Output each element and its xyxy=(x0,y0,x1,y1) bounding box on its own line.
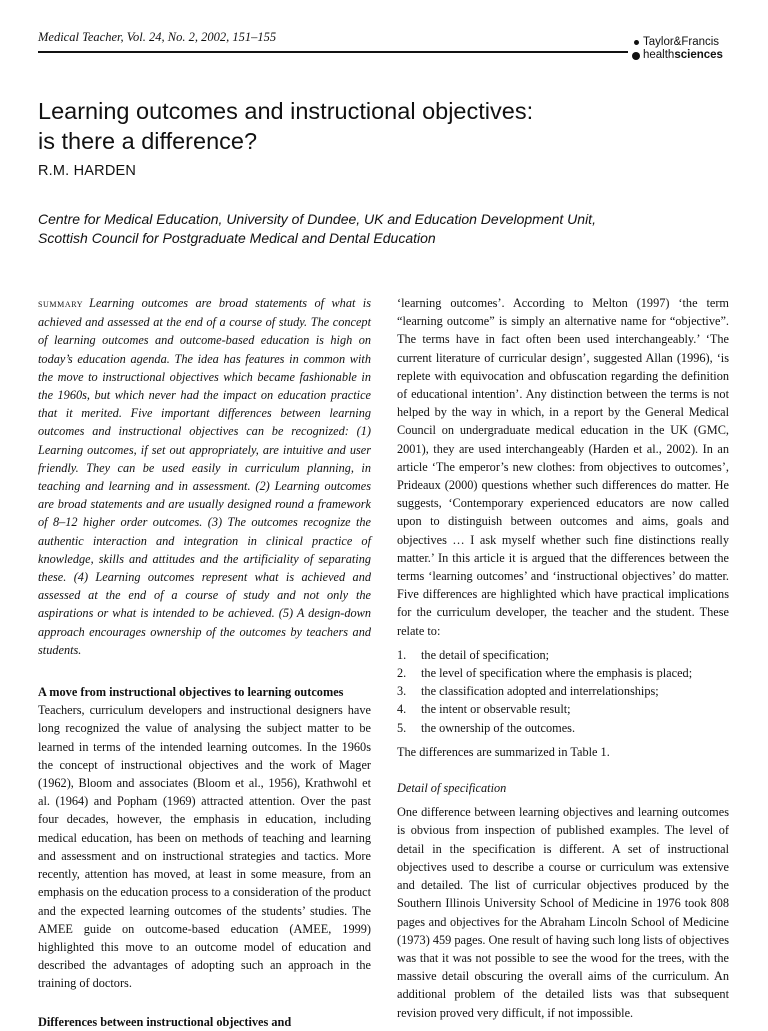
summary-label: summary xyxy=(38,298,84,310)
list-item-text: the intent or observable result; xyxy=(421,702,571,717)
summary-abstract xyxy=(38,294,371,659)
title-line-2: is there a difference? xyxy=(38,128,258,154)
publisher-division-a: health xyxy=(643,49,675,61)
list-item-text: the detail of specification; xyxy=(421,647,550,662)
journal-citation: Medical Teacher, Vol. 24, No. 2, 2002, 151–155 xyxy=(38,30,277,44)
author-name: R.M. HARDEN xyxy=(38,163,137,179)
list-item-number: 3. xyxy=(397,684,407,699)
differences-list xyxy=(397,646,729,737)
summary-text: Learning outcomes are broad statements of what is achieved and assessed at the end of a course of study. The concept of learning outcomes and outcome-based education is high on today’s education agenda. The idea has features in common with the move to instructional objectives which became fashionable in the 1960s, but which never had the impact on education practice that it merited. Five important differences between learning outcomes and instructional objectives can be recognized: (1) Learning outcomes, if set out appropriately, are intuitive and user friendly. They can be used easily in curriculum planning, in teaching and learning and in assessment. (2) Learning outcomes are broad statements and are usually designed round a framework of 8–12 higher order outcomes. (3) The outcomes recognize the authentic interaction and integration in clinical practice of knowledge, skills and attitudes and the artificiality of separating these. (4) Learning outcomes represent what is achieved and assessed at the end of a course of study and not only the aspirations or what is intended to be achieved. (5) A design-down approach encourages ownership of the outcomes by teachers and students. xyxy=(38,296,371,657)
list-item-text: the level of specification where the emphasis is placed; xyxy=(421,666,693,681)
author-affiliation xyxy=(38,210,738,248)
left-column xyxy=(38,294,371,1031)
list-item-number: 4. xyxy=(397,702,407,717)
list-item xyxy=(397,646,729,664)
paragraph-detail: One difference between learning objectives and learning outcomes is obvious from inspection of published examples. The level of detail in the specification is different. A set of instructional objectives used to describe a course or curriculum was extensive and detailed. The list of curricular objectives produced by the Southern Illinois University School of Medicine in 1976 took 808 pages and objectives for the Abraham Lincoln School of Medicine (1973) 459 pages. One result of having such long lists of objectives was that it was not possible to see the wood for the trees, with the massive detail obscuring the overall aims of the curriculum. An additional problem of the detailed lists was that subsequent revision proved very difficult, if not impossible. xyxy=(397,805,729,1020)
list-item xyxy=(397,664,729,682)
article-title xyxy=(38,96,728,156)
section-heading-differences: Differences between instructional objectives and xyxy=(38,1014,292,1029)
list-item-number: 5. xyxy=(397,720,407,735)
publisher-division-b: sciences xyxy=(674,49,723,61)
list-item xyxy=(397,700,729,718)
list-item xyxy=(397,682,729,700)
publisher-logo xyxy=(632,36,752,62)
paragraph-move: Teachers, curriculum developers and instructional designers have long recognized the value of analysing the subject matter to be learned in terms of the intended learning outcomes. In the 1960s the concept of instructional objectives and the work of Mager (1962), Bloom and associates (Bloom et al., 1956), Krathwohl et al. (1964) and Popham (1969) attracted attention. Over the past four decades, however, the emphasis in education, including medical education, has been on methods of teaching and learning and assessment and on instructional strategies and tactics. More recently, attention has moved, at least in some measure, from an emphasis on the education process to a consideration of the product and the expected learning outcomes of the students’ studies. The AMEE guide on outcome-based education (AMEE, 1999) highlighted this move to an outcome model of education and described the advantages of adopting such an approach in the training of doctors. xyxy=(38,703,371,991)
header-rule xyxy=(38,51,628,53)
logo-dot-icon xyxy=(632,52,640,60)
list-item-number: 1. xyxy=(397,647,407,662)
publisher-name: Taylor&Francis xyxy=(643,36,720,48)
right-column xyxy=(397,294,729,1022)
list-item-text: the ownership of the outcomes. xyxy=(421,720,576,735)
list-item-text: the classification adopted and interrelationships; xyxy=(421,684,659,699)
title-line-1: Learning outcomes and instructional objectives: xyxy=(38,98,534,124)
affiliation-line-1: Centre for Medical Education, University of Dundee, UK and Education Development Unit, xyxy=(38,211,596,227)
list-item-number: 2. xyxy=(397,666,407,681)
logo-dot-small-icon xyxy=(634,40,639,45)
section-heading-move: A move from instructional objectives to learning outcomes xyxy=(38,685,344,700)
subheading-detail-of-specification: Detail of specification xyxy=(397,781,507,796)
list-item xyxy=(397,719,729,737)
affiliation-line-2: Scottish Council for Postgraduate Medical and Dental Education xyxy=(38,230,436,246)
table-reference-note: The differences are summarized in Table 1. xyxy=(397,744,610,759)
paragraph-intro: ‘learning outcomes’. According to Melton (1997) ‘the term “learning outcome” is simply an alternative name for “objective”. The terms have in fact often been used interchangeably.’ ‘The current literature of curricular design’, suggested Allan (1996), ‘is replete with equivocation and obfuscation regarding the definition of educational intention’. Any distinction between the terms is not helped by the way in which, in a report by the General Medical Council on undergraduate medical education in the UK (GMC, 2001), they are used interchangeably (Harden et al., 2002). In an article ‘The emperor’s new clothes: from objectives to outcomes’, Prideaux (2000) questions whether such differences do matter. He suggests, ‘Contemporary experienced educators are now called upon to distinguish between outcomes and aims, goals and objectives … I ask myself whether such fine distinctions really matter.’ In this article it is argued that the differences between the terms ‘learning outcomes’ and ‘instructional objectives’ do matter. Five differences are highlighted which have practical implications for the curriculum developer, the teacher and the student. These relate to: xyxy=(397,296,729,638)
